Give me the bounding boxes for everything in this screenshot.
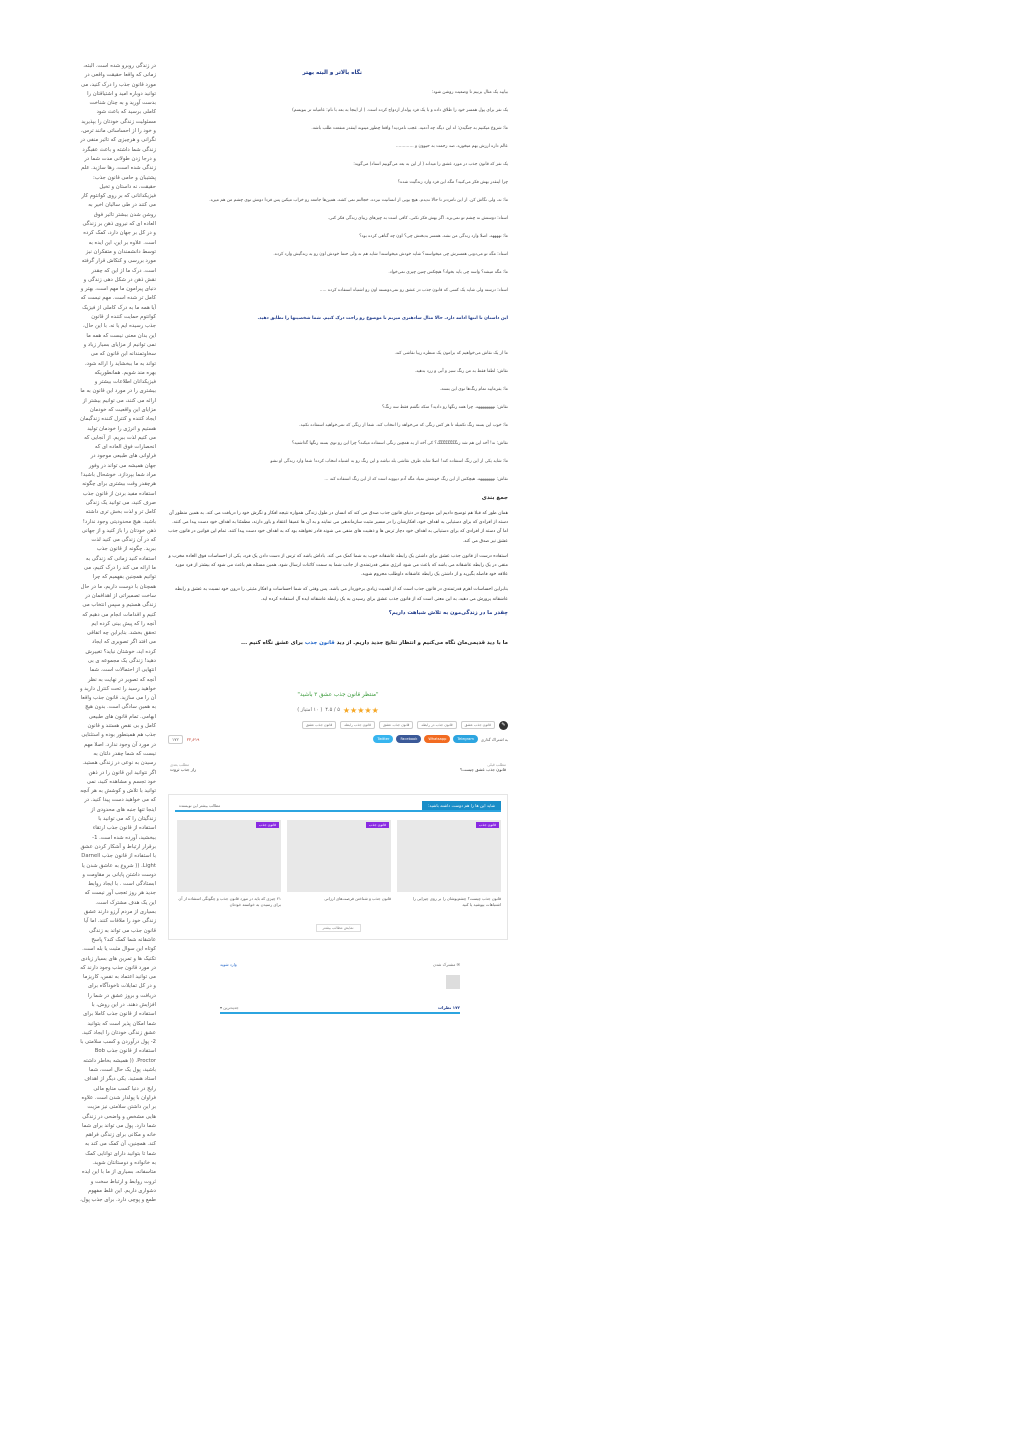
dialogue-line: ما: شروع میکنیم به جنگیدن: اه این دیگه چه آدمیه. عجب نامردیه! واقعا چطور میتونه اینقدر منفعت طلب باشه. xyxy=(311,126,508,131)
card-title[interactable]: ۲۱ چیزی که باید در مورد قانون جذب و چگونگی استفاده از آن برای رسیدن به خواسته خودتان xyxy=(178,895,281,907)
rating-widget[interactable] xyxy=(168,706,508,715)
comments-section xyxy=(220,962,460,1014)
sort-select[interactable] xyxy=(220,1005,239,1010)
dialogue-line: ما: خوب این بسته رنگ تکمیله تا هر کس رنگی که می‌خواهد را انتخاب کند. شما از رنگی که نمی‌خواهید استفاده نکنید. xyxy=(299,423,508,428)
dialogue-line: نقاش: نه! آخه این هم شد رنگگگگگگگگ؟ کی آخه از یه همچین رنگی استفاده میکنه؟ چرا این رو توی بسته رنگها گذاشتید؟ xyxy=(291,441,508,446)
views-count: ۲۲٫۶۱۹ xyxy=(186,736,200,742)
dialogue-line: بیایید یک مثال بزنیم تا وضعیت روشن شود: xyxy=(431,90,508,95)
comments-bar xyxy=(220,1005,460,1014)
related-posts xyxy=(168,794,508,940)
post-navigation xyxy=(168,762,508,772)
chevron-down-icon: ▾ xyxy=(220,1004,223,1010)
login-link[interactable]: وارد شوید xyxy=(220,961,237,967)
next-post-link[interactable] xyxy=(170,762,196,772)
final-link[interactable]: قانون جذب xyxy=(304,639,335,646)
comments-top xyxy=(220,962,460,967)
dialogue-line: نقاش: لطفا فقط به من رنگ سبز و آبی و زرد بدهید. xyxy=(414,369,508,374)
dialogue-line: ما: مگه میشه؟ واسه چی باید بخواد؟ هیچکس چنین چیزی نمی‌خواد. xyxy=(388,270,508,275)
share-whatsapp-button[interactable]: Whatsapp xyxy=(424,735,450,743)
card-badge[interactable]: قانون جذب xyxy=(256,822,279,828)
share-twitter-button[interactable]: Twitter xyxy=(373,735,393,743)
dialogue-line: استاد: دوستش نه چشم تو نمی‌بره. اگر بهش فکر نکنی. کافی است به چیزهای زیبای زندگی فکر کنی. xyxy=(327,216,508,221)
share-facebook-button[interactable]: Facebook xyxy=(396,735,421,743)
dialogue-line: استاد: درسته ولی شاید یک کسی که قانون جذب در عشق رو نمی‌دونسته اون رو اشتباه استفاده کرده ..... xyxy=(319,288,508,293)
prev-label: مطلب قبلی xyxy=(487,761,506,767)
share-row xyxy=(168,735,508,744)
load-more-button[interactable]: نمایش مطالب بیشتر xyxy=(316,924,361,932)
lead-statement: این داستان تا انتها ادامه دارد. حالا مثال سادهتری میزنم تا موضوع رو راحت درک کنیم. شما شخصیتها را تطابق دهید. xyxy=(257,316,508,321)
comments-count[interactable]: ۱۷۲ xyxy=(168,735,183,744)
coming-soon-quote: "منتظر قانون جذب عشق ۳ باشید" xyxy=(297,691,379,698)
share-label: به اشتراک گذاری xyxy=(480,736,508,742)
dialogue-line: چرا اینقدر بهش فکر می‌کنید؟ مگه این فرد وارد زندگیت شده؟ xyxy=(397,180,508,185)
tag-link[interactable]: قانون جذب عشق xyxy=(379,721,413,729)
mail-icon: ✉ xyxy=(455,961,460,967)
share-telegram-button[interactable]: Telegram xyxy=(453,735,477,743)
article-main xyxy=(168,68,508,1014)
tag-link[interactable]: قانون جذب عشق xyxy=(302,721,336,729)
dialogue-line: یک نفر برای پول همسر خود را طلاق داده و با یک فرد پولدار ازدواج کرده است. ( از اینجا به بعد با نام: عامیانه تر بنویسم) xyxy=(292,108,508,113)
dialogue-line: ما: نه، ولی نگاش کن. از این نامردتر تا حالا ندیدم. هیچ بویی از انسانیت نبرده. خجالتم نمی کشه. همین‌ها جامعه رو خراب میکنن پس فردا دوتش توی چشم من هم میره. xyxy=(209,198,508,203)
related-card[interactable] xyxy=(177,820,281,908)
related-card[interactable] xyxy=(397,820,501,908)
tag-link[interactable]: قانون جذب رابطه xyxy=(340,721,375,729)
dialogue-line: نقاش: نههههههههه. چرا همه رنگها رو دادید؟ منکه نگفتم فقط سه رنگ؟ xyxy=(382,405,508,410)
card-thumbnail[interactable] xyxy=(177,820,281,892)
dialogue-block-2 xyxy=(168,351,508,483)
load-more xyxy=(175,914,501,933)
tag-link[interactable]: قانون جذب عشق xyxy=(461,721,495,729)
question-heading: چقدر ما در زندگی‌مون به تلاش شباهت داریم؟ xyxy=(388,609,508,616)
card-title[interactable]: قانون جذب چیست؟ چشم‌پوشان را بر روی چیزایی را اشتباهات بپوشید یا کنید xyxy=(412,895,501,907)
tab-author-posts[interactable]: مطالب بیشتر این نویسنده xyxy=(179,802,221,808)
dialogue-line: ما از یک نقاش می‌خواهیم که برامون یک منظره زیبا نقاشی کند. xyxy=(394,351,508,356)
prev-post-link[interactable] xyxy=(460,762,506,772)
next-label: مطلب بعدی xyxy=(170,761,190,767)
dialogue-line: ما: نههههه. اصلا وارد زندگی من نشه. همسر بدبختش چی؟ اون چه گناهی کرده بود؟ xyxy=(359,234,508,239)
subscribe-toggle[interactable] xyxy=(433,962,460,967)
final-text-end: برای عشق نگاه کنیم ... xyxy=(240,639,305,646)
summary-paragraph: همان طور که قبلا هم توضیح دادیم این موضوع در دنیای قانون جذب صدق می کند که انسان در طول زندگی همواره نتیجه افکار و نگرش خود را دریافت می کند. به همین منظور آن دسته از افرادی که برای دستیابی به اهداف خود، افکارشان را در مسیر مثبت سازماندهی می نمایند و به آن ها عمیقا اعتقاد و باور دارند، مطمئنا به اهداف خود دست پیدا می کنند. اما آن دسته از افرادی که برای دستیابی به اهداف خود دچار ترس ها و ذهنیت های منفی می شوند قادر نخواهند بود که به اهداف خود دست پیدا کنند. تمام این قوانین در قانون جذب عشق نیز صدق می کند. xyxy=(168,511,508,544)
avatar xyxy=(446,975,460,989)
card-thumbnail[interactable] xyxy=(397,820,501,892)
final-statement xyxy=(168,640,508,646)
dialogue-line: استاد: مگه تو می‌دونی همسرش چی میخواسته؟ شاید خودش میخواسته! شاید هم نه ولی حتما خودش اون رو به زندگیش وارد کرده. xyxy=(273,252,508,257)
side-article-text: در زندگی روبرو شده است. البته، زمانی که واقعا حقیقت واقعی در مورد قانون جذب را درک کنید، می توانید دوباره امید و اشتیاقتان را بدست آورید و به چنان شناخت کاملی برسید که باعث شود مسئولیت زندگی خودتان را بپذیرید و خود را از احساساتی مانند ترس، نگرانی و هرچیزی که تاثیر منفی در زندگی شما داشته و باعث عقبگرد و درجا زدن طولانی مدت شما در زندگی شده است، رها سازید. علم پشتیبان و حامی قانون جذب: حقیقت، نه داستان و تخیل فیزیکدانانی که بر روی کوانتوم کار می کنند در طی سالیان اخیر به روشن شدن بیشتر تاثیر فوق العاده ای که نیروی ذهن بر زندگی و در کل بر جهان دارد، کمک کرده است. علاوه بر این، این ایده به توسط دانشمندان و متفکران نیز مورد بررسی و کنکاش قرار گرفته است. درک ما از این که چقدر نقش ذهن در شکل دهی زندگی و دنیای پیرامون ما مهم است، بهتر و کامل تر شده است. مهم نیست که آیا همه ما به درک کاملی از فیزیک کوانتوم حمایت کننده از قانون جذب رسیده ایم یا نه. با این حال، این بدان معنی نیست که همه ما نمی توانیم از مزایای بسیار زیاد و سخاوتمندانه این قانون که می تواند به ما ببخشاید را ارائه شود، بهره مند شویم. همانطوریکه فیزیکدانان اطلاعات بیشتر و بیشتری را در مورد این قانون به ما ارائه می کنند، می توانیم بیشتر از مزایای این واقعیت که خودمان ایجاد کننده و کنترل کننده زندگیمان هستیم و انرژی را خودمان تولید می کنیم لذت ببریم. از آنجایی که انحصارات فوق العاده ای که فراوانی های طبیعی موجود در جهان همیشه می تواند در وفور مراد شما بپردازد. خوشحال باشید! هرچقدر وقت بیشتری برای چگونه استفاده مفید بردن از قانون جذب صرف کنید، می توانید یک زندگی کامل تر و لذت بخش تری داشته باشید. هیچ محدودیتی وجود ندارد! ذهن خودتان را باز کنید و از جهانی که در آن زندگی می کنید لذت ببرید. چگونه از قانون جذب استفاده کنید زمانی که زندگی به ما ارائه می کند را درک کنیم، می توانیم همچنین بفهمیم که چرا همچنان با دوست داریم، ما در حال ساخت تصمیراتی از اهدافمان در زندگی هستیم و سپس انتخاب می کنیم و اقدامات انجام می دهیم که آنچه را که پیش بینی کرده ایم تحقق بخشد. بنابراین چه اتفاقی می افتد اگر تصویری که ایجاد کرده اید، خوشتان نیاید؟ تغییرش دهید! زندگی یک مجموعه ی بی انتهایی از احتمالات است. شما آنچه که تصویر در نهایت به نظر خواهید رسید را تحت کنترل دارید و آن را می سازید. قانون جذب واقعا به همین سادگی است. بدون هیچ ابهامی. تمام قانون های طبیعی کامل و بی نقص هستند و قانون جذب هم همینطور بوده و استثنایی در مورد آن وجود ندارد. اصلا مهم نیست که شما چقدر دلتان به رسیدن به نوعی در زندگی هستید. اگر نتوانید این قانون را در ذهن خود تجسم و مشاهده کنید، نمی توانید با تلاش و کوشش به هر آنچه که می خواهید دست پیدا کنید. در اینجا تنها جنبه های محدودی از زندگیتان را که می توانید با استفاده از قانون جذب ارتقاء ببخشید، آورده شده است. 1- برقرار ارتباط و آشکار کردن عشق با استفاده از قانون جذب Darnell Light. (( شروع به عاشق شدن یا دوست داشتن پایانی بر مقاومت و ابستادگی است . با ایجاد روابط جدید هر روز تعجب آور نیست که این یک هدف مشترک است. بسیاری از مردم آرزو دارند عشق زندگی خود را ملاقات کنند. اما آیا قانون جذب می تواند به زندگی عاشقانه شما کمک کند؟ پاسخ کوتاه این سوال مثبت یا بله است. تکنیک ها و تمرین های بسیار زیادی در مورد قانون جذب وجود دارند که می توانید اعتماد به نفس، کاریزما و در کل تمایلات ناخودآگاه برای دریافت و بروز عشق در شما را افزایش دهند. در این روش، با استفاده از قانون جذب کاملا برای شما امکان پذیر است که بتوانید عشق زندگی خودتان را ایجاد کنید. 2- پول درآوردن و کسب سلامتی با استفاده از قانون جذب Bob Proctor. (( همیشه بخاطر داشته باشید، پول یک حال است، شما استاد هستید. یکی دیگر از اهداف رایج در دنیا کسب منابع مالی فراوان با پولدار شدن است. علاوه بر این داشتن سلامتی نیز مزیت هایی مشخص و واضحی در زندگی شما دارد. پول می تواند برای شما خانه و مکانی برای زندگی فراهم کند. همچنین، آن کمک می کند به شما تا بتوانید دارای توانایی کمک به خانواده و دوستانتان شوید. متاسفانه، بسیاری از ما با این ایده ثروت روابط و ارتباط سخت و دشواری داریم. این غلط مفهوم طمع و پوچی دارد. برای جذب پول، xyxy=(80,63,156,1204)
rating-score: ۵ / ۴.۵ xyxy=(325,707,340,714)
final-text: ما با دید قدیمی‌مان نگاه می‌کنیم و انتظار نتایج جدید داریم. از دید xyxy=(334,639,508,646)
post-stats xyxy=(168,735,199,744)
tab-related[interactable]: شاید این ها را هم دوست داشته باشید: xyxy=(422,801,501,810)
summary-heading: جمع بندی xyxy=(481,495,508,501)
tags-row xyxy=(168,721,508,730)
next-title[interactable]: راز جذب ثروت xyxy=(170,766,197,772)
related-header xyxy=(175,801,501,812)
tag-link[interactable]: قانون جذب در رابطه xyxy=(417,721,456,729)
star-rating-icon[interactable]: ★★★★★ xyxy=(342,705,379,715)
dialogue-line: یک نفر که قانون جذب در مورد عشق را میداند ( از این به بعد می‌گوییم استاد) می‌گوید: xyxy=(353,162,508,167)
rating-votes: ( ۱۰ امتیاز ) xyxy=(297,707,323,714)
tag-icon: ✎ xyxy=(499,721,508,730)
card-thumbnail[interactable] xyxy=(287,820,391,892)
subscribe-label: مشترک شدن xyxy=(433,961,456,967)
comments-total: ۱۷۲ نظرات xyxy=(438,1004,460,1010)
section-title: نگاه بالاتر و البته بهتر xyxy=(302,70,362,76)
summary-paragraph: بنابراین احساسات اهرم قدرتمندی در قانون جذب است که از اهمیت زیادی برخوردار می باشد. پس وقتی که شما احساسات و افکار مثبتی را درون خود نسبت به عشق و رابطه عاشقانه پرورش می دهید، به این معنی است که از قانون جذب عشق برای رسیدن به یک رابطه عاشقانه ایده آل استفاده کرده اید. xyxy=(175,587,508,602)
card-title[interactable]: قانون جذب و شناختن فرصت‌های ارزانی xyxy=(324,895,391,901)
related-cards xyxy=(175,820,501,908)
summary-paragraph: استفاده درست از قانون جذب عشق برای داشتن یک رابطه عاشقانه خوب به شما کمک می کند. باداش باشد که ترس از دست دادن یک فرد، یکی از احساسات فوق العاده مخرب و منفی در یک رابطه عاشقانه می باشد که باعث می شود انرژی منفی قدرتمندی از جانب شما به سمت کائنات ارسال شود. همین مسئله هم باعث می شود که بیشتر از فرد مورد علاقه خود فاصله بگیرید و از داشتن یک رابطه عاشقانه داوطلب محروم شوید. xyxy=(168,553,508,578)
sort-label: جدیدترین xyxy=(223,1004,239,1010)
dialogue-block xyxy=(168,90,508,294)
card-badge[interactable]: قانون جذب xyxy=(476,822,499,828)
dialogue-line: عالم داره ارزش بهم میخوره. صد رحمت به حیوون و ............. xyxy=(395,144,508,149)
card-badge[interactable]: قانون جذب xyxy=(366,822,389,828)
related-card[interactable] xyxy=(287,820,391,908)
dialogue-line: ما: شاید یکی از این رنگ استفاده کنه! اصلا شاید طرف نقاشی بلد نباشه و این رنگ رو به اشتباه انتخاب کرده! شما وارد زندگی او نشو xyxy=(270,459,508,464)
prev-title[interactable]: قانون جذب عشق چیست؟ xyxy=(459,766,506,772)
dialogue-line: ما: بفرمایید تمام رنگ‌ها توی این بسته. xyxy=(439,387,508,392)
dialogue-line: نقاش: نهههههههه. هیچکس از این رنگ خوشش نمیاد مگه آدم دیوونه است که از این رنگ استفاده کنه ... xyxy=(324,477,508,482)
